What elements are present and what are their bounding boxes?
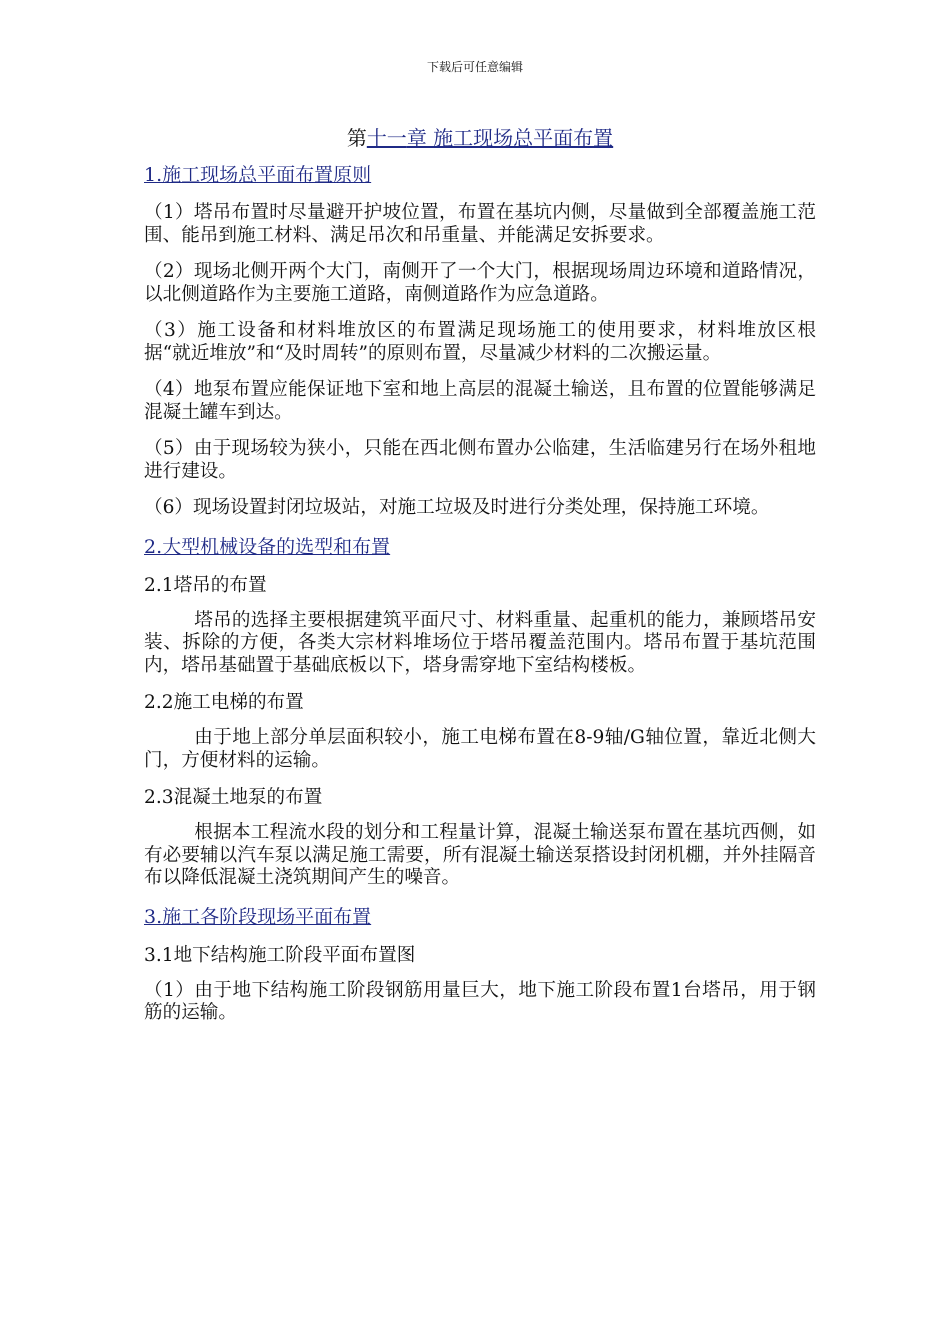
- section-1-item-3: （3）施工设备和材料堆放区的布置满足现场施工的使用要求，材料堆放区根据“就近堆放”和“及时周转”的原则布置，尽量减少材料的二次搬运量。: [144, 320, 816, 364]
- section-1-item-4: （4）地泵布置应能保证地下室和地上高层的混凝土输送，且布置的位置能够满足混凝土罐车到达。: [144, 379, 816, 423]
- subsection-3-1-paragraph: （1）由于地下结构施工阶段钢筋用量巨大，地下施工阶段布置1台塔吊，用于钢筋的运输。: [144, 979, 816, 1023]
- section-2-heading[interactable]: 2.大型机械设备的选型和布置: [144, 535, 391, 558]
- section-1-item-1: （1）塔吊布置时尽量避开护坡位置，布置在基坑内侧，尽量做到全部覆盖施工范围、能吊到施工材料、满足吊次和吊重量、并能满足安拆要求。: [144, 202, 816, 246]
- subsection-2-1-title: 2.1塔吊的布置: [144, 574, 267, 596]
- chapter-title-text: 章 施工现场总平面布置: [406, 126, 614, 150]
- section-1-heading[interactable]: 1.施工现场总平面布置原则: [144, 164, 372, 186]
- subsection-2-3-paragraph: 根据本工程流水段的划分和工程量计算，混凝土输送泵布置在基坑西侧，如有必要辅以汽车泵以满足施工需要，所有混凝土输送泵搭设封闭机棚，并外挂隔音布以降低混凝土浇筑期间产生的噪音。: [144, 822, 816, 888]
- header-note: 下载后可任意编辑: [426, 60, 523, 74]
- subsection-2-3-title: 2.3混凝土地泵的布置: [144, 787, 323, 808]
- subsection-2-1-paragraph: 塔吊的选择主要根据建筑平面尺寸、材料重量、起重机的能力，兼顾塔吊安装、拆除的方便，各类大宗材料堆场位于塔吊覆盖范围内。塔吊布置于基坑范围内，塔吊基础置于基础底板以下，塔身需穿地下室结构楼板。: [144, 609, 816, 676]
- subsection-2-2-title: 2.2施工电梯的布置: [144, 692, 304, 713]
- chapter-title-number: 十一: [366, 126, 407, 150]
- chapter-title: [144, 124, 816, 152]
- section-1-item-6: （6）现场设置封闭垃圾站，对施工垃圾及时进行分类处理，保持施工环境。: [144, 497, 770, 518]
- section-1-item-5: （5）由于现场较为狭小，只能在西北侧布置办公临建，生活临建另行在场外租地进行建设。: [144, 438, 816, 482]
- document-body: [144, 124, 816, 1039]
- subsection-2-2-paragraph: 由于地上部分单层面积较小，施工电梯布置在8-9轴/G轴位置，靠近北侧大门，方便材料的运输。: [144, 727, 816, 771]
- section-3-heading[interactable]: 3.施工各阶段现场平面布置: [144, 905, 372, 928]
- section-1-item-2: （2）现场北侧开两个大门，南侧开了一个大门，根据现场周边环境和道路情况，以北侧道路作为主要施工道路，南侧道路作为应急道路。: [144, 261, 816, 305]
- chapter-title-prefix: 第: [346, 126, 367, 150]
- subsection-3-1-title: 3.1地下结构施工阶段平面布置图: [144, 944, 416, 966]
